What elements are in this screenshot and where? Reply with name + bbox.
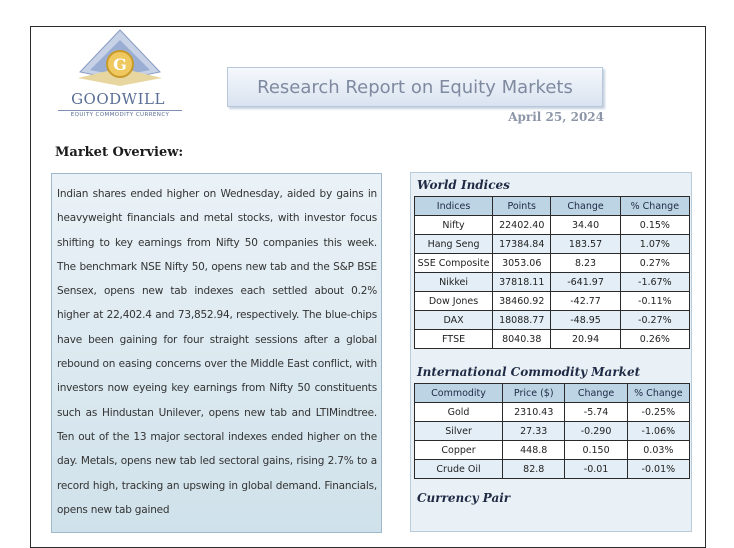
market-data-panel <box>410 172 692 532</box>
table-cell: 0.150 <box>565 441 627 460</box>
column-header: Change <box>551 197 620 216</box>
table-cell: -641.97 <box>551 273 620 292</box>
table-cell: 37818.11 <box>493 273 551 292</box>
market-overview-text: Indian shares ended higher on Wednesday, aided by gains in heavyweight financials and metal stocks, with investor focus shifting to key earnings from Nifty 50 companies this week. The benchmark NSE Nifty 50, opens new tab and the S&P BSE Sensex, opens new tab indexes each settled about 0.2% higher at 22,402.4 and 73,852.94, respectively. The blue-chips have been gaining for four straight sessions after a global rebound on easing concerns over the Middle East conflict, with investors now eyeing key earnings from Nifty 50 constituents such as Hindustan Unilever, opens new tab and LTIMindtree. Ten out of the 13 major sectoral indexes ended higher on the day. Metals, opens new tab led sectoral gains, rising 2.7% to a record high, tracking an upswing in global demand. Financials, opens new tab gained <box>57 188 377 516</box>
world-indices-title: World Indices <box>417 178 510 192</box>
table-cell: Nikkei <box>415 273 493 292</box>
table-cell: Hang Seng <box>415 235 493 254</box>
table-row <box>415 403 690 422</box>
column-header: Change <box>565 384 627 403</box>
table-cell: 34.40 <box>551 216 620 235</box>
table-header-row <box>415 197 690 216</box>
commodity-market-table <box>414 383 690 479</box>
table-cell: 27.33 <box>503 422 565 441</box>
currency-pair-title: Currency Pair <box>417 491 511 505</box>
table-cell: 448.8 <box>503 441 565 460</box>
report-title-banner <box>227 67 603 107</box>
table-cell: 0.03% <box>627 441 689 460</box>
table-cell: -5.74 <box>565 403 627 422</box>
table-cell: -0.11% <box>620 292 689 311</box>
commodity-market-title: International Commodity Market <box>417 365 641 379</box>
table-header-row <box>415 384 690 403</box>
column-header: Points <box>493 197 551 216</box>
table-row <box>415 273 690 292</box>
column-header: % Change <box>620 197 689 216</box>
column-header: Commodity <box>415 384 503 403</box>
table-cell: 8.23 <box>551 254 620 273</box>
table-cell: -0.27% <box>620 311 689 330</box>
table-cell: Gold <box>415 403 503 422</box>
table-row <box>415 422 690 441</box>
table-row <box>415 235 690 254</box>
table-cell: 17384.84 <box>493 235 551 254</box>
table-cell: Nifty <box>415 216 493 235</box>
table-cell: Crude Oil <box>415 460 503 479</box>
table-cell: 3053.06 <box>493 254 551 273</box>
table-cell: DAX <box>415 311 493 330</box>
table-cell: Copper <box>415 441 503 460</box>
table-cell: FTSE <box>415 330 493 349</box>
column-header: Price ($) <box>503 384 565 403</box>
table-row <box>415 441 690 460</box>
market-overview-box <box>51 173 382 533</box>
table-cell: -0.01 <box>565 460 627 479</box>
table-cell: -0.290 <box>565 422 627 441</box>
table-cell: 0.15% <box>620 216 689 235</box>
table-row <box>415 292 690 311</box>
table-cell: 18088.77 <box>493 311 551 330</box>
table-cell: 8040.38 <box>493 330 551 349</box>
table-cell: -1.67% <box>620 273 689 292</box>
table-cell: 183.57 <box>551 235 620 254</box>
market-overview-heading: Market Overview: <box>55 145 184 160</box>
table-cell: 0.27% <box>620 254 689 273</box>
table-row <box>415 254 690 273</box>
column-header: % Change <box>627 384 689 403</box>
report-title: Research Report on Equity Markets <box>257 76 573 98</box>
table-cell: SSE Composite <box>415 254 493 273</box>
world-indices-table <box>414 196 690 349</box>
logo-tagline: EQUITY COMMODITY CURRENCY <box>58 110 182 118</box>
column-header: Indices <box>415 197 493 216</box>
svg-text:G: G <box>113 55 127 74</box>
table-cell: -1.06% <box>627 422 689 441</box>
table-cell: -42.77 <box>551 292 620 311</box>
table-row <box>415 216 690 235</box>
table-row <box>415 330 690 349</box>
table-cell: 1.07% <box>620 235 689 254</box>
table-cell: 82.8 <box>503 460 565 479</box>
report-date: April 25, 2024 <box>508 110 604 124</box>
table-cell: 20.94 <box>551 330 620 349</box>
table-row <box>415 460 690 479</box>
table-cell: -0.25% <box>627 403 689 422</box>
logo-name: GOODWILL <box>71 90 165 108</box>
table-cell: Silver <box>415 422 503 441</box>
table-cell: -0.01% <box>627 460 689 479</box>
table-cell: 22402.40 <box>493 216 551 235</box>
table-cell: 2310.43 <box>503 403 565 422</box>
table-cell: 38460.92 <box>493 292 551 311</box>
table-cell: Dow Jones <box>415 292 493 311</box>
table-cell: 0.26% <box>620 330 689 349</box>
table-row <box>415 311 690 330</box>
table-cell: -48.95 <box>551 311 620 330</box>
